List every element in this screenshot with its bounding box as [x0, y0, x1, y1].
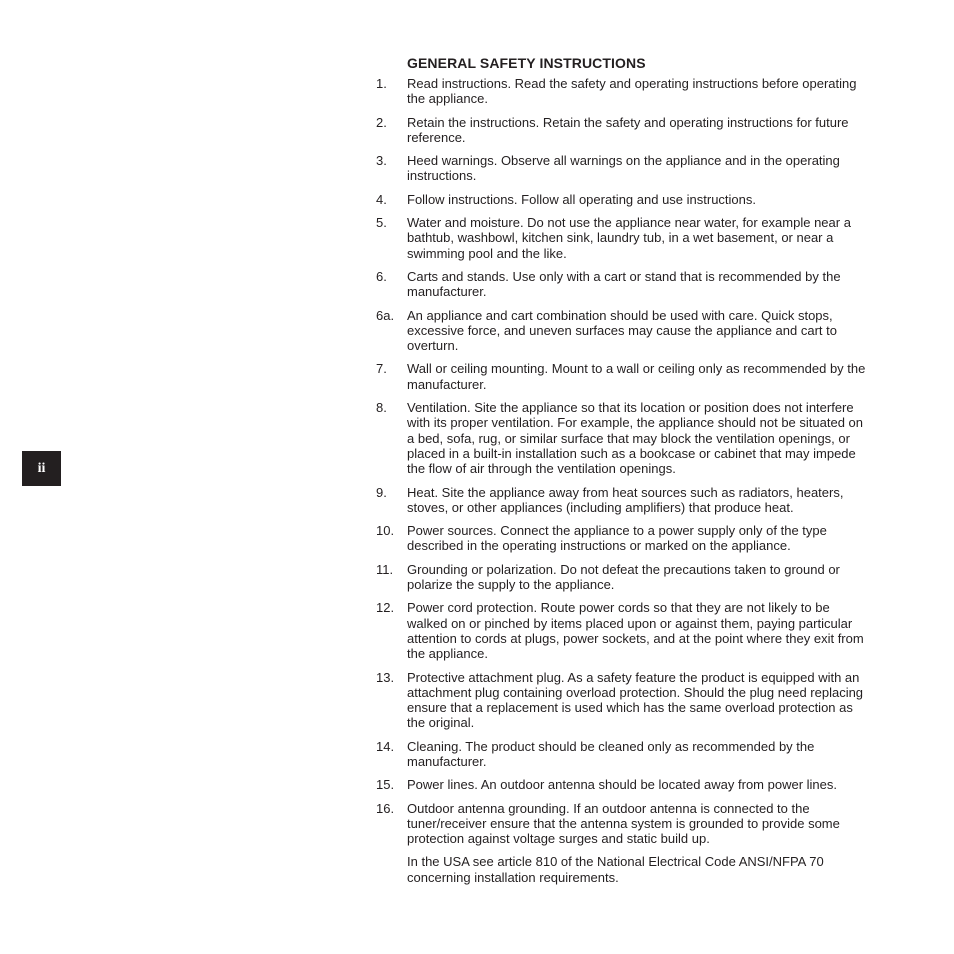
- instruction-item: [376, 153, 876, 184]
- page-number-tab: [22, 451, 61, 486]
- instruction-text: Protective attachment plug. As a safety feature the product is equipped with an attachment plug containing overload protection. Should the plug need replacing ensure that a replacement is used which has the same overload protection as the original.: [407, 669, 864, 731]
- instruction-text: Carts and stands. Use only with a cart or stand that is recommended by the manufacturer.: [407, 268, 841, 300]
- instruction-text: Outdoor antenna grounding. If an outdoor antenna is connected to the tuner/receiver ensure that the antenna system is grounded to provide some protection against voltage surges and static build up.: [407, 800, 840, 847]
- footnote: In the USA see article 810 of the National Electrical Code ANSI/NFPA 70 concerning installation requirements.: [407, 854, 824, 885]
- instruction-text: Grounding or polarization. Do not defeat the precautions taken to ground or polarize the supply to the appliance.: [407, 561, 840, 593]
- instruction-text: Water and moisture. Do not use the appliance near water, for example near a bathtub, washbowl, kitchen sink, laundry tub, in a wet basement, or near a swimming pool and the like.: [407, 215, 851, 261]
- instruction-number: 10.: [376, 523, 395, 539]
- instruction-text: Read instructions. Read the safety and operating instructions before operating the appliance.: [407, 76, 857, 107]
- instruction-item: [376, 400, 876, 476]
- instruction-number: 6.: [376, 268, 387, 284]
- instruction-number: 15.: [376, 777, 395, 793]
- instruction-number: 5.: [376, 215, 387, 231]
- instruction-number: 8.: [376, 400, 387, 416]
- instruction-item: [376, 523, 876, 554]
- instruction-text: Power sources. Connect the appliance to a power supply only of the type described in the operating instructions or marked on the appliance.: [407, 523, 827, 554]
- instruction-text: Follow instructions. Follow all operating and use instructions.: [407, 191, 757, 207]
- instruction-item: [376, 115, 876, 146]
- instruction-number: 9.: [376, 484, 387, 500]
- instruction-item: [376, 485, 876, 516]
- instruction-number: 11.: [376, 561, 394, 577]
- page-number: ii: [37, 460, 46, 476]
- instruction-number: 6a.: [376, 307, 395, 323]
- instruction-item: [376, 801, 876, 847]
- instruction-text: Power cord protection. Route power cords so that they are not likely to be walked on or pinched by items placed upon or against them, paying particular attention to cords at plugs, power sockets, and at the point where they exit from the appliance.: [407, 600, 864, 662]
- instruction-number: 2.: [376, 114, 387, 130]
- instruction-item: [376, 76, 876, 107]
- instruction-item: [376, 777, 876, 792]
- instruction-text: Heat. Site the appliance away from heat sources such as radiators, heaters, stoves, or other appliances (including amplifiers) that produce heat.: [407, 484, 844, 515]
- instruction-text: An appliance and cart combination should be used with care. Quick stops, excessive force, and uneven surfaces may cause the appliance and cart to overturn.: [407, 307, 837, 354]
- instruction-number: 3.: [376, 153, 387, 169]
- instruction-item: [376, 192, 876, 207]
- instructions-list: [376, 76, 876, 846]
- instruction-item: [376, 600, 876, 661]
- section-title: GENERAL SAFETY INSTRUCTIONS: [407, 55, 646, 71]
- instruction-number: 4.: [376, 191, 387, 207]
- instruction-text: Ventilation. Site the appliance so that its location or position does not interfere with its proper ventilation. For example, the appliance should not be situated on a bed, sofa, rug, or similar surface that may block the ventilation openings, or placed in a built-in installation such as a bookcase or cabinet that may impede the flow of air through the ventilation openings.: [407, 400, 863, 477]
- instruction-number: 16.: [376, 800, 395, 816]
- instruction-number: 12.: [376, 600, 395, 616]
- instruction-text: Wall or ceiling mounting. Mount to a wall or ceiling only as recommended by the manufacturer.: [407, 361, 866, 392]
- instruction-item: [376, 269, 876, 300]
- instruction-item: [376, 215, 876, 261]
- instruction-item: [376, 670, 876, 731]
- instruction-number: 1.: [376, 76, 387, 91]
- instruction-item: [376, 562, 876, 593]
- instruction-item: [376, 308, 876, 354]
- instruction-text: Retain the instructions. Retain the safety and operating instructions for future reference.: [407, 114, 849, 145]
- instruction-item: [376, 739, 876, 770]
- instruction-text: Power lines. An outdoor antenna should be located away from power lines.: [407, 777, 837, 793]
- safety-instructions-section: [376, 55, 876, 885]
- instruction-text: Heed warnings. Observe all warnings on the appliance and in the operating instructions.: [407, 153, 840, 184]
- instruction-number: 14.: [376, 738, 395, 754]
- instruction-number: 7.: [376, 361, 387, 377]
- instruction-item: [376, 361, 876, 392]
- instruction-text: Cleaning. The product should be cleaned only as recommended by the manufacturer.: [407, 738, 815, 769]
- instruction-number: 13.: [376, 669, 395, 685]
